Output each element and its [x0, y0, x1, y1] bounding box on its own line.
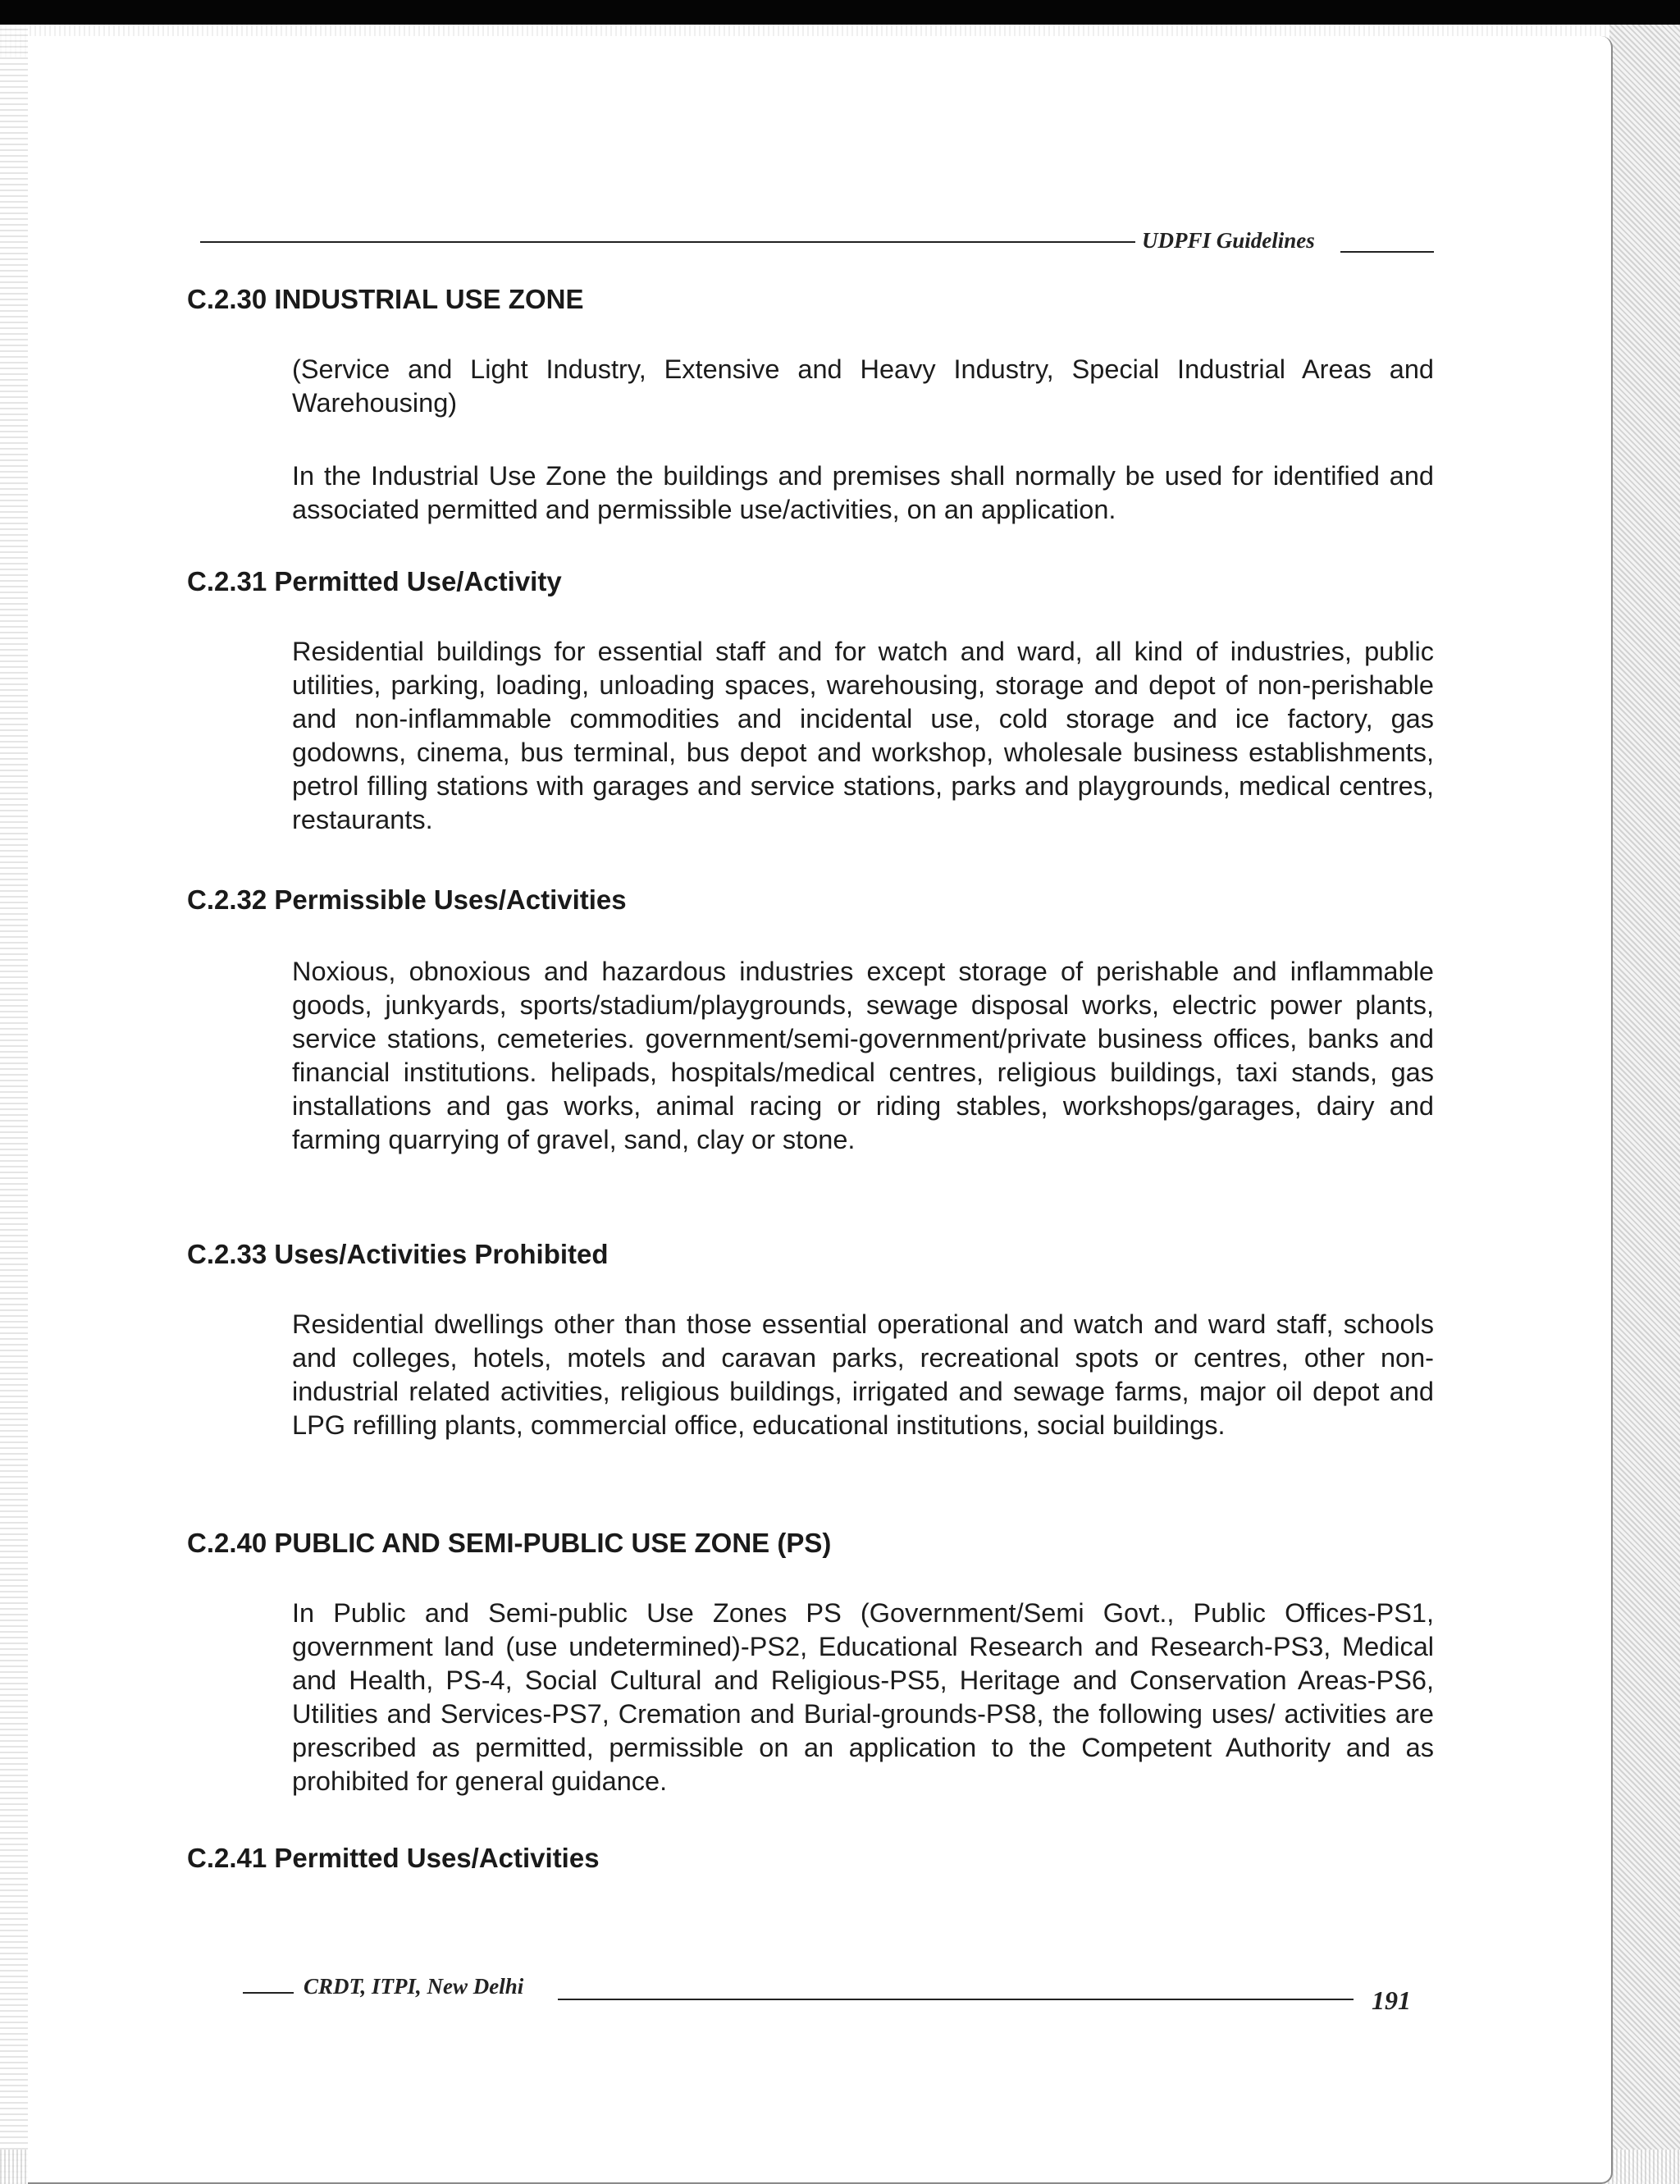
footer-rule-left: [243, 1992, 294, 1994]
section-paragraph: Residential buildings for essential staff and for watch and ward, all kind of industries, public utilities, parking, loading, unloading spaces, warehousing, storage and depot of non-perishable and non-inflammable commodities and incidental use, cold storage and ice factory, gas godowns, cinema, bus terminal, bus depot and workshop, wholesale business establishments, petrol filling stations with garages and service stations, parks and playgrounds, medical centres, restaurants.: [292, 637, 1434, 834]
section-heading: C.2.41 Permitted Uses/Activities: [187, 1843, 600, 1873]
header-rule-left: [200, 241, 1135, 243]
scan-left-edge: [0, 25, 28, 2184]
section-heading: C.2.32 Permissible Uses/Activities: [187, 884, 627, 915]
section-heading: C.2.30 INDUSTRIAL USE ZONE: [187, 284, 584, 314]
section-heading: C.2.40 PUBLIC AND SEMI-PUBLIC USE ZONE (PS): [187, 1528, 832, 1558]
section-paragraph: (Service and Light Industry, Extensive and Heavy Industry, Special Industrial Areas and Warehousing): [292, 354, 1434, 418]
section-paragraph: Noxious, obnoxious and hazardous industries except storage of perishable and inflammable goods, junkyards, sports/stadium/playgrounds, sewage disposal works, electric power plants, service stations, cemeteries. government/semi-government/private business offices, banks and financial institutions. helipads, hospitals/medical centres, religious buildings, taxi stands, gas installations and gas works, animal racing or riding stables, workshops/garages, dairy and farming quarrying of gravel, sand, clay or stone.: [292, 957, 1434, 1154]
footer-publisher: CRDT, ITPI, New Delhi: [304, 1974, 524, 1999]
section-paragraph: Residential dwellings other than those essential operational and watch and ward staff, schools and colleges, hotels, motels and caravan parks, recreational spots or centres, other non-industrial related activities, religious buildings, irrigated and sewage farms, major oil depot and LPG refilling plants, commercial office, educational institutions, social buildings.: [292, 1309, 1434, 1440]
section-heading: C.2.31 Permitted Use/Activity: [187, 566, 562, 596]
header-rule-right: [1340, 251, 1434, 253]
scan-top-border: [0, 0, 1680, 25]
page-number: 191: [1372, 1985, 1411, 2015]
footer-rule-right: [558, 1999, 1354, 2000]
section-paragraph: In the Industrial Use Zone the buildings and premises shall normally be used for identified and associated permitted and permissible use/activities, on an application.: [292, 461, 1434, 524]
running-header: UDPFI Guidelines: [1142, 228, 1315, 253]
section-heading: C.2.33 Uses/Activities Prohibited: [187, 1239, 609, 1269]
scan-right-shade: [1609, 25, 1680, 2184]
section-paragraph: In Public and Semi-public Use Zones PS (Government/Semi Govt., Public Offices-PS1, government land (use undetermined)-PS2, Educational Research and Research-PS3, Medical and Health, PS-4, Social Cultural and Religious-PS5, Heritage and Conservation Areas-PS6, Utilities and Services-PS7, Cremation and Burial-grounds-PS8, the following uses/ activities are prescribed as permitted, permissible on an application to the Competent Authority and as prohibited for general guidance.: [292, 1598, 1434, 1796]
